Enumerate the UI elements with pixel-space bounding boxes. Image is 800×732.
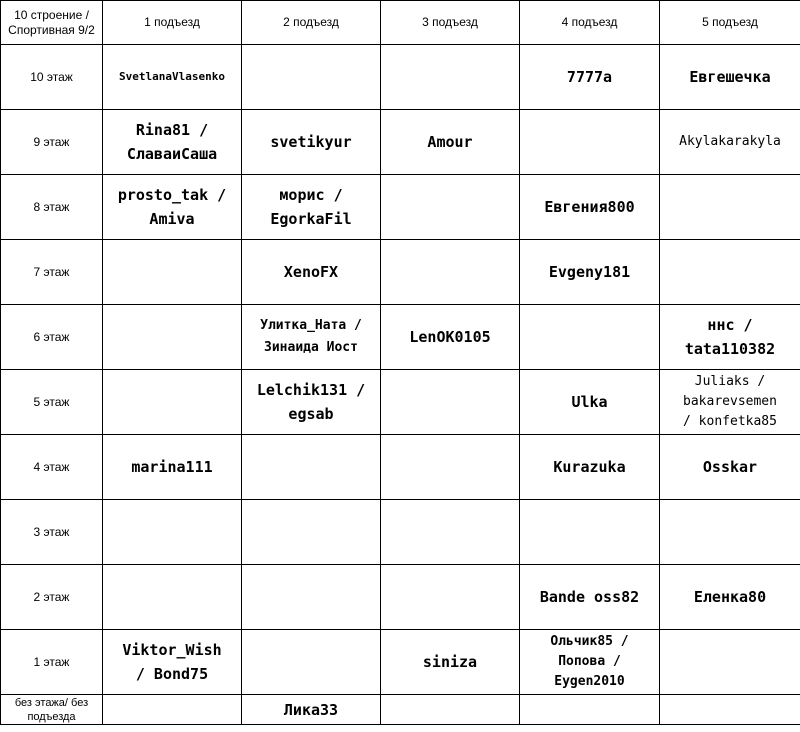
floor-label: 2 этаж bbox=[1, 565, 103, 630]
resident-cell bbox=[242, 370, 381, 435]
floor-label: 8 этаж bbox=[1, 175, 103, 240]
corner-header bbox=[1, 1, 103, 45]
resident-name: tata110382 bbox=[684, 340, 776, 358]
resident-name: egsab bbox=[288, 405, 334, 423]
resident-name: marina111 bbox=[131, 458, 213, 476]
resident-cell-empty bbox=[520, 305, 660, 370]
resident-cell-empty bbox=[242, 500, 381, 565]
resident-cell bbox=[520, 240, 660, 305]
floor-label: 3 этаж bbox=[1, 500, 103, 565]
entrance-header-3: 3 подъезд bbox=[381, 1, 520, 45]
resident-cell bbox=[520, 45, 660, 110]
resident-name: Зинаида Иост bbox=[264, 340, 358, 355]
resident-cell-empty bbox=[103, 500, 242, 565]
resident-cell-empty bbox=[103, 305, 242, 370]
resident-name: Osskar bbox=[702, 458, 758, 476]
resident-cell-empty bbox=[381, 370, 520, 435]
resident-cell bbox=[103, 630, 242, 695]
resident-cell-empty bbox=[520, 500, 660, 565]
resident-name: Amour bbox=[427, 133, 473, 151]
header-row bbox=[1, 1, 800, 45]
resident-name: Еленка80 bbox=[693, 588, 767, 606]
resident-name: Juliaks / bbox=[694, 374, 766, 389]
resident-name: Евгешечка bbox=[689, 68, 771, 86]
resident-cell bbox=[103, 110, 242, 175]
resident-name: prosto_tak / bbox=[117, 186, 227, 204]
resident-cell bbox=[660, 565, 800, 630]
resident-name: СлаваиСаша bbox=[126, 145, 218, 163]
floor-row-1 bbox=[1, 630, 800, 695]
resident-name: / Bond75 bbox=[135, 665, 209, 683]
resident-name: 7777a bbox=[566, 68, 613, 86]
resident-cell-empty bbox=[381, 500, 520, 565]
resident-cell-empty bbox=[242, 630, 381, 695]
resident-cell-empty bbox=[381, 435, 520, 500]
resident-cell-empty bbox=[660, 500, 800, 565]
resident-cell-empty bbox=[242, 45, 381, 110]
resident-cell-empty bbox=[381, 240, 520, 305]
floor-label: 1 этаж bbox=[1, 630, 103, 695]
resident-name: Viktor_Wish bbox=[122, 641, 222, 659]
resident-cell bbox=[381, 630, 520, 695]
resident-name: LenOK0105 bbox=[409, 328, 491, 346]
resident-name: EgorkaFil bbox=[270, 210, 352, 228]
floor-row-6 bbox=[1, 305, 800, 370]
resident-cell-empty bbox=[103, 370, 242, 435]
resident-cell-empty bbox=[242, 435, 381, 500]
resident-cell-empty bbox=[520, 110, 660, 175]
resident-cell bbox=[660, 45, 800, 110]
table-body bbox=[1, 1, 800, 725]
floor-label: 10 этаж bbox=[1, 45, 103, 110]
resident-cell-empty bbox=[103, 565, 242, 630]
resident-cell-empty bbox=[660, 240, 800, 305]
resident-cell bbox=[520, 435, 660, 500]
resident-name: Bande oss82 bbox=[539, 588, 640, 606]
resident-name: Улитка_Ната / bbox=[260, 318, 362, 333]
resident-name: / konfetka85 bbox=[683, 414, 777, 429]
floor-row-4 bbox=[1, 435, 800, 500]
resident-cell bbox=[103, 45, 242, 110]
floor-row-8 bbox=[1, 175, 800, 240]
resident-name: bakarevsemen bbox=[683, 394, 777, 409]
resident-cell bbox=[242, 305, 381, 370]
floor-row-unassigned bbox=[1, 695, 800, 725]
floor-row-2 bbox=[1, 565, 800, 630]
resident-cell-empty bbox=[381, 565, 520, 630]
floor-row-5 bbox=[1, 370, 800, 435]
floor-label: 4 этаж bbox=[1, 435, 103, 500]
floor-label: 9 этаж bbox=[1, 110, 103, 175]
resident-cell bbox=[660, 305, 800, 370]
resident-name: Lelchik131 / bbox=[256, 381, 366, 399]
resident-cell bbox=[520, 370, 660, 435]
resident-name: svetikyur bbox=[270, 133, 352, 151]
resident-cell bbox=[103, 435, 242, 500]
resident-cell bbox=[520, 175, 660, 240]
street-label: Спортивная 9/2 bbox=[8, 22, 95, 37]
resident-name: Akylakarakyla bbox=[679, 134, 781, 149]
resident-name: Rina81 / bbox=[135, 121, 209, 139]
resident-cell bbox=[103, 175, 242, 240]
entrance-header-1: 1 подъезд bbox=[103, 1, 242, 45]
resident-cell-empty bbox=[381, 695, 520, 725]
building-label: 10 строение / bbox=[14, 7, 89, 22]
entrance-header-2: 2 подъезд bbox=[242, 1, 381, 45]
floor-label: 6 этаж bbox=[1, 305, 103, 370]
resident-name: Попова / bbox=[558, 654, 621, 669]
resident-cell bbox=[520, 630, 660, 695]
resident-name: SvetlanaVlasenko bbox=[119, 70, 225, 83]
resident-cell bbox=[242, 240, 381, 305]
resident-cell-empty bbox=[103, 240, 242, 305]
resident-cell bbox=[242, 110, 381, 175]
floor-row-3 bbox=[1, 500, 800, 565]
resident-name: Kurazuka bbox=[553, 458, 626, 476]
entrance-header-5: 5 подъезд bbox=[660, 1, 800, 45]
resident-cell bbox=[520, 565, 660, 630]
resident-cell-empty bbox=[660, 695, 800, 725]
resident-cell bbox=[660, 435, 800, 500]
floor-row-7 bbox=[1, 240, 800, 305]
resident-name: Evgeny181 bbox=[548, 263, 631, 281]
resident-cell bbox=[242, 175, 381, 240]
floor-row-10 bbox=[1, 45, 800, 110]
resident-name: Amiva bbox=[149, 210, 195, 228]
floor-label: без этажа/ без подъезда bbox=[1, 695, 103, 725]
floor-label: 7 этаж bbox=[1, 240, 103, 305]
resident-name: Ulka bbox=[571, 393, 608, 411]
resident-name: Ольчик85 / bbox=[550, 634, 629, 649]
resident-cell bbox=[660, 370, 800, 435]
resident-cell bbox=[660, 110, 800, 175]
resident-name: siniza bbox=[422, 653, 478, 671]
resident-cell bbox=[381, 110, 520, 175]
resident-cell-empty bbox=[520, 695, 660, 725]
resident-name: Eygen2010 bbox=[554, 674, 625, 689]
entrance-header-4: 4 подъезд bbox=[520, 1, 660, 45]
resident-name: Лика33 bbox=[283, 700, 339, 719]
resident-cell-empty bbox=[103, 695, 242, 725]
resident-cell-empty bbox=[660, 175, 800, 240]
resident-name: ннс / bbox=[707, 316, 753, 334]
resident-name: XenoFX bbox=[283, 263, 339, 281]
resident-cell bbox=[381, 305, 520, 370]
floor-label: 5 этаж bbox=[1, 370, 103, 435]
resident-name: морис / bbox=[279, 186, 343, 204]
resident-name: Евгения800 bbox=[544, 198, 635, 216]
resident-cell-empty bbox=[660, 630, 800, 695]
resident-cell-empty bbox=[381, 45, 520, 110]
resident-cell bbox=[242, 695, 381, 725]
resident-cell-empty bbox=[242, 565, 381, 630]
floor-row-9 bbox=[1, 110, 800, 175]
resident-cell-empty bbox=[381, 175, 520, 240]
